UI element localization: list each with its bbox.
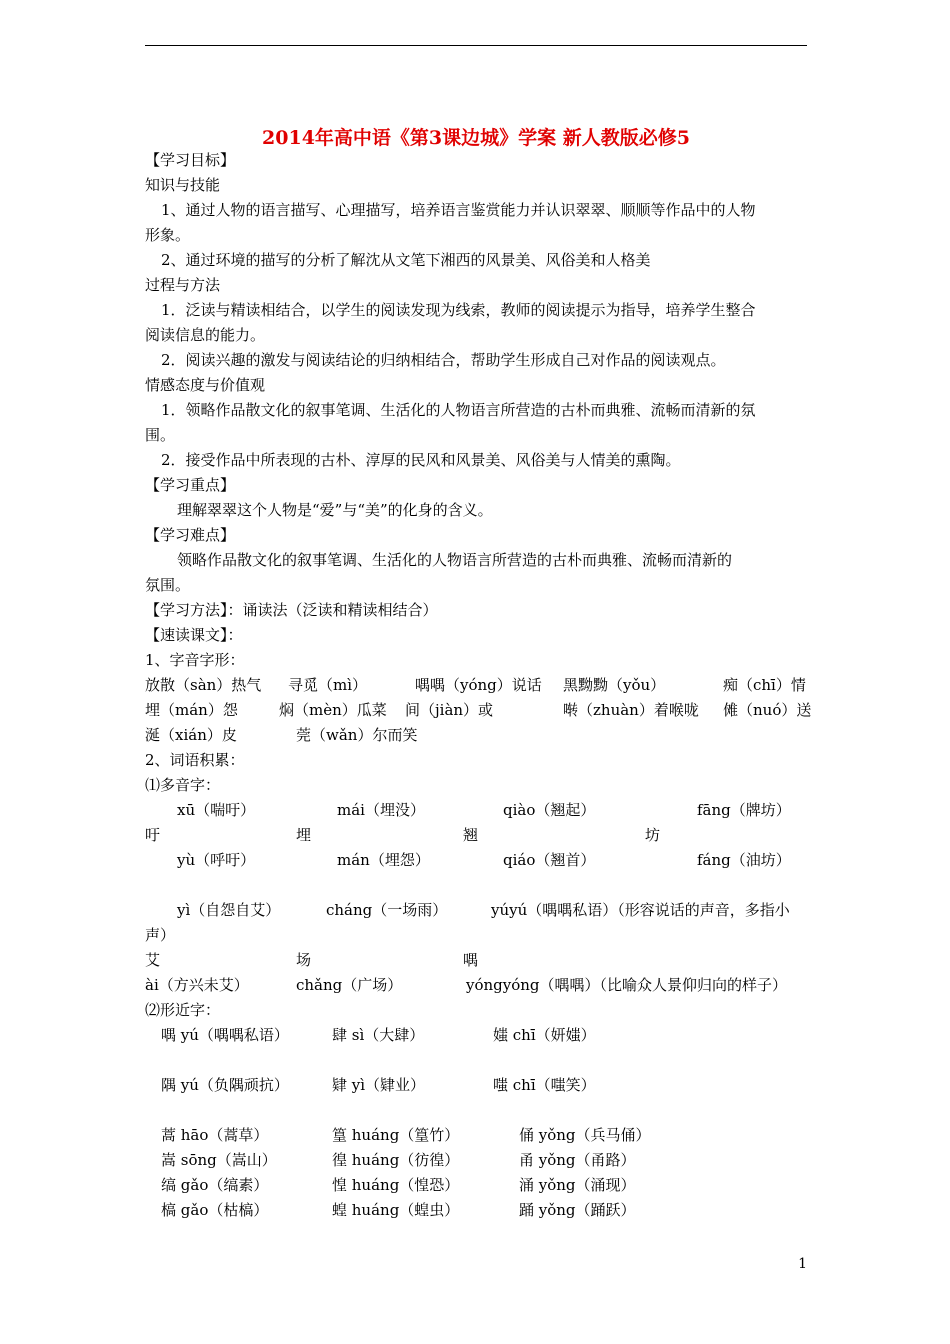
similar-char: 喁 yú（喁喁私语） [161, 1026, 289, 1044]
reading: yù（呼吁） [177, 851, 256, 869]
similar-char: 肆 sì（大肆） [332, 1026, 425, 1044]
similar-char-row [145, 1023, 807, 1048]
key-header: 【学习重点】 [145, 476, 236, 494]
pron-word: 莞（wǎn）尔而笑 [296, 726, 418, 744]
pron-word: 焖（mèn）瓜菜 [279, 701, 387, 719]
reading: qiào（翘起） [503, 801, 596, 819]
similar-char-row [145, 1148, 807, 1173]
pronunciation-row [145, 673, 807, 698]
reading: chǎng（广场） [296, 976, 403, 994]
document-title: 2014年高中语《第3课边城》学案 新人教版必修5 [262, 127, 690, 149]
page-number: 1 [798, 1256, 807, 1272]
reading: qiáo（翘首） [503, 851, 596, 869]
goal-item: 1．泛读与精读相结合，以学生的阅读发现为线索，教师的阅读提示为指导，培养学生整合 [161, 301, 756, 319]
method-line: 【学习方法】：诵读法（泛读和精读相结合） [145, 601, 438, 619]
pron-word: 放散（sàn）热气 [145, 676, 262, 694]
reading: mán（埋怨） [337, 851, 430, 869]
pron-word: 啭（zhuàn）着喉咙 [563, 701, 699, 719]
difficulty-text: 领略作品散文化的叙事笔调、生活化的人物语言所营造的古朴而典雅、流畅而清新的 [177, 551, 733, 569]
similar-char: 媸 chī（妍媸） [493, 1026, 596, 1044]
polyphone-reading-row [145, 848, 807, 873]
polyphone-reading-row [145, 973, 807, 998]
reading: yì（自怨自艾） [177, 901, 281, 919]
similar-char-row [145, 1173, 807, 1198]
process-heading: 过程与方法 [145, 276, 221, 294]
similar-char: 篁 huáng（篁竹） [332, 1126, 460, 1144]
similar-char: 惶 huáng（惶恐） [332, 1176, 460, 1194]
pron-word: 痴（chī）情 [723, 676, 806, 694]
pron-word: 间（jiàn）或 [405, 701, 494, 719]
knowledge-heading: 知识与技能 [145, 176, 221, 194]
similar-char: 槁 gǎo（枯槁） [161, 1201, 269, 1219]
pronunciation-row [145, 723, 807, 748]
pron-word: 埋（mán）怨 [145, 701, 238, 719]
pron-word: 涎（xián）皮 [145, 726, 237, 744]
reading: yúyú（喁喁私语）（形容说话的声音，多指小 [491, 901, 790, 919]
polyphone-char: 翘 [463, 826, 479, 844]
similar-char: 缟 gǎo（缟素） [161, 1176, 269, 1194]
goal-item: 2．阅读兴趣的激发与阅读结论的归纳相结合，帮助学生形成自己对作品的阅读观点。 [161, 351, 726, 369]
similar-char: 蝗 huáng（蝗虫） [332, 1201, 460, 1219]
similar-char: 蒿 hāo（蒿草） [161, 1126, 269, 1144]
similar-char-row [145, 1198, 807, 1223]
goal-item: 2．接受作品中所表现的古朴、淳厚的民风和风景美、风俗美与人情美的熏陶。 [161, 451, 681, 469]
polyphone-char: 坊 [645, 826, 661, 844]
goal-item: 1、通过人物的语言描写、心理描写，培养语言鉴赏能力并认识翠翠、顺顺等作品中的人物 [161, 201, 756, 219]
goal-item: 1．领略作品散文化的叙事笔调、生活化的人物语言所营造的古朴而典雅、流畅而清新的氛 [161, 401, 756, 419]
similar-char: 肄 yì（肄业） [332, 1076, 426, 1094]
similar-char: 嵩 sōng（嵩山） [161, 1151, 277, 1169]
polyphone-char-row [145, 823, 807, 848]
similar-char: 涌 yǒng（涌现） [519, 1176, 636, 1194]
goal-item-cont: 阅读信息的能力。 [145, 326, 266, 344]
reading: mái（埋没） [337, 801, 425, 819]
header-rule [145, 45, 807, 46]
polyphone-reading-row [145, 798, 807, 823]
polyphone-header: ⑴多音字： [145, 776, 221, 794]
emotion-heading: 情感态度与价值观 [145, 376, 266, 394]
polyphone-char: 埋 [296, 826, 312, 844]
pron-word: 傩（nuó）送 [723, 701, 812, 719]
polyphone-char: 艾 [145, 951, 161, 969]
reading: xū（喘吁） [177, 801, 256, 819]
reading: fāng（牌坊） [697, 801, 791, 819]
speed-read-header: 【速读课文】： [145, 626, 243, 644]
vocab-header: 2、词语积累： [145, 751, 245, 769]
pron-word: 喁喁（yóng）说话 [415, 676, 542, 694]
pron-word: 寻觅（mì） [288, 676, 368, 694]
similar-char: 俑 yǒng（兵马俑） [519, 1126, 651, 1144]
polyphone-char: 场 [296, 951, 312, 969]
reading: fáng（油坊） [697, 851, 791, 869]
reading: ài（方兴未艾） [145, 976, 249, 994]
similar-char: 隅 yú（负隅顽抗） [161, 1076, 289, 1094]
polyphone-char: 喁 [463, 951, 479, 969]
difficulty-header: 【学习难点】 [145, 526, 236, 544]
goal-item-cont: 形象。 [145, 226, 191, 244]
reading: cháng（一场雨） [326, 901, 448, 919]
similar-char-row [145, 1123, 807, 1148]
key-text: 理解翠翠这个人物是“爱”与“美”的化身的含义。 [177, 501, 493, 519]
similar-char: 甬 yǒng（甬路） [519, 1151, 636, 1169]
similar-char: 踊 yǒng（踊跃） [519, 1201, 636, 1219]
similar-char: 嗤 chī（嗤笑） [493, 1076, 596, 1094]
goals-header: 【学习目标】 [145, 151, 236, 169]
pronunciation-header: 1、字音字形： [145, 651, 245, 669]
polyphone-reading-cont: 声） [145, 926, 176, 944]
reading: yóngyóng（喁喁）（比喻众人景仰归向的样子） [466, 976, 788, 994]
polyphone-char-row [145, 948, 807, 973]
polyphone-reading-row [145, 898, 807, 923]
difficulty-text-cont: 氛围。 [145, 576, 191, 594]
goal-item-cont: 围。 [145, 426, 176, 444]
similar-char: 徨 huáng（彷徨） [332, 1151, 460, 1169]
polyphone-char: 吁 [145, 826, 161, 844]
goal-item: 2、通过环境的描写的分析了解沈从文笔下湘西的风景美、风俗美和人格美 [161, 251, 651, 269]
similar-char-row [145, 1073, 807, 1098]
document-body [145, 148, 812, 1223]
pron-word: 黑黝黝（yǒu） [563, 676, 666, 694]
pronunciation-row [145, 698, 812, 723]
similar-char-header: ⑵形近字： [145, 1001, 221, 1019]
